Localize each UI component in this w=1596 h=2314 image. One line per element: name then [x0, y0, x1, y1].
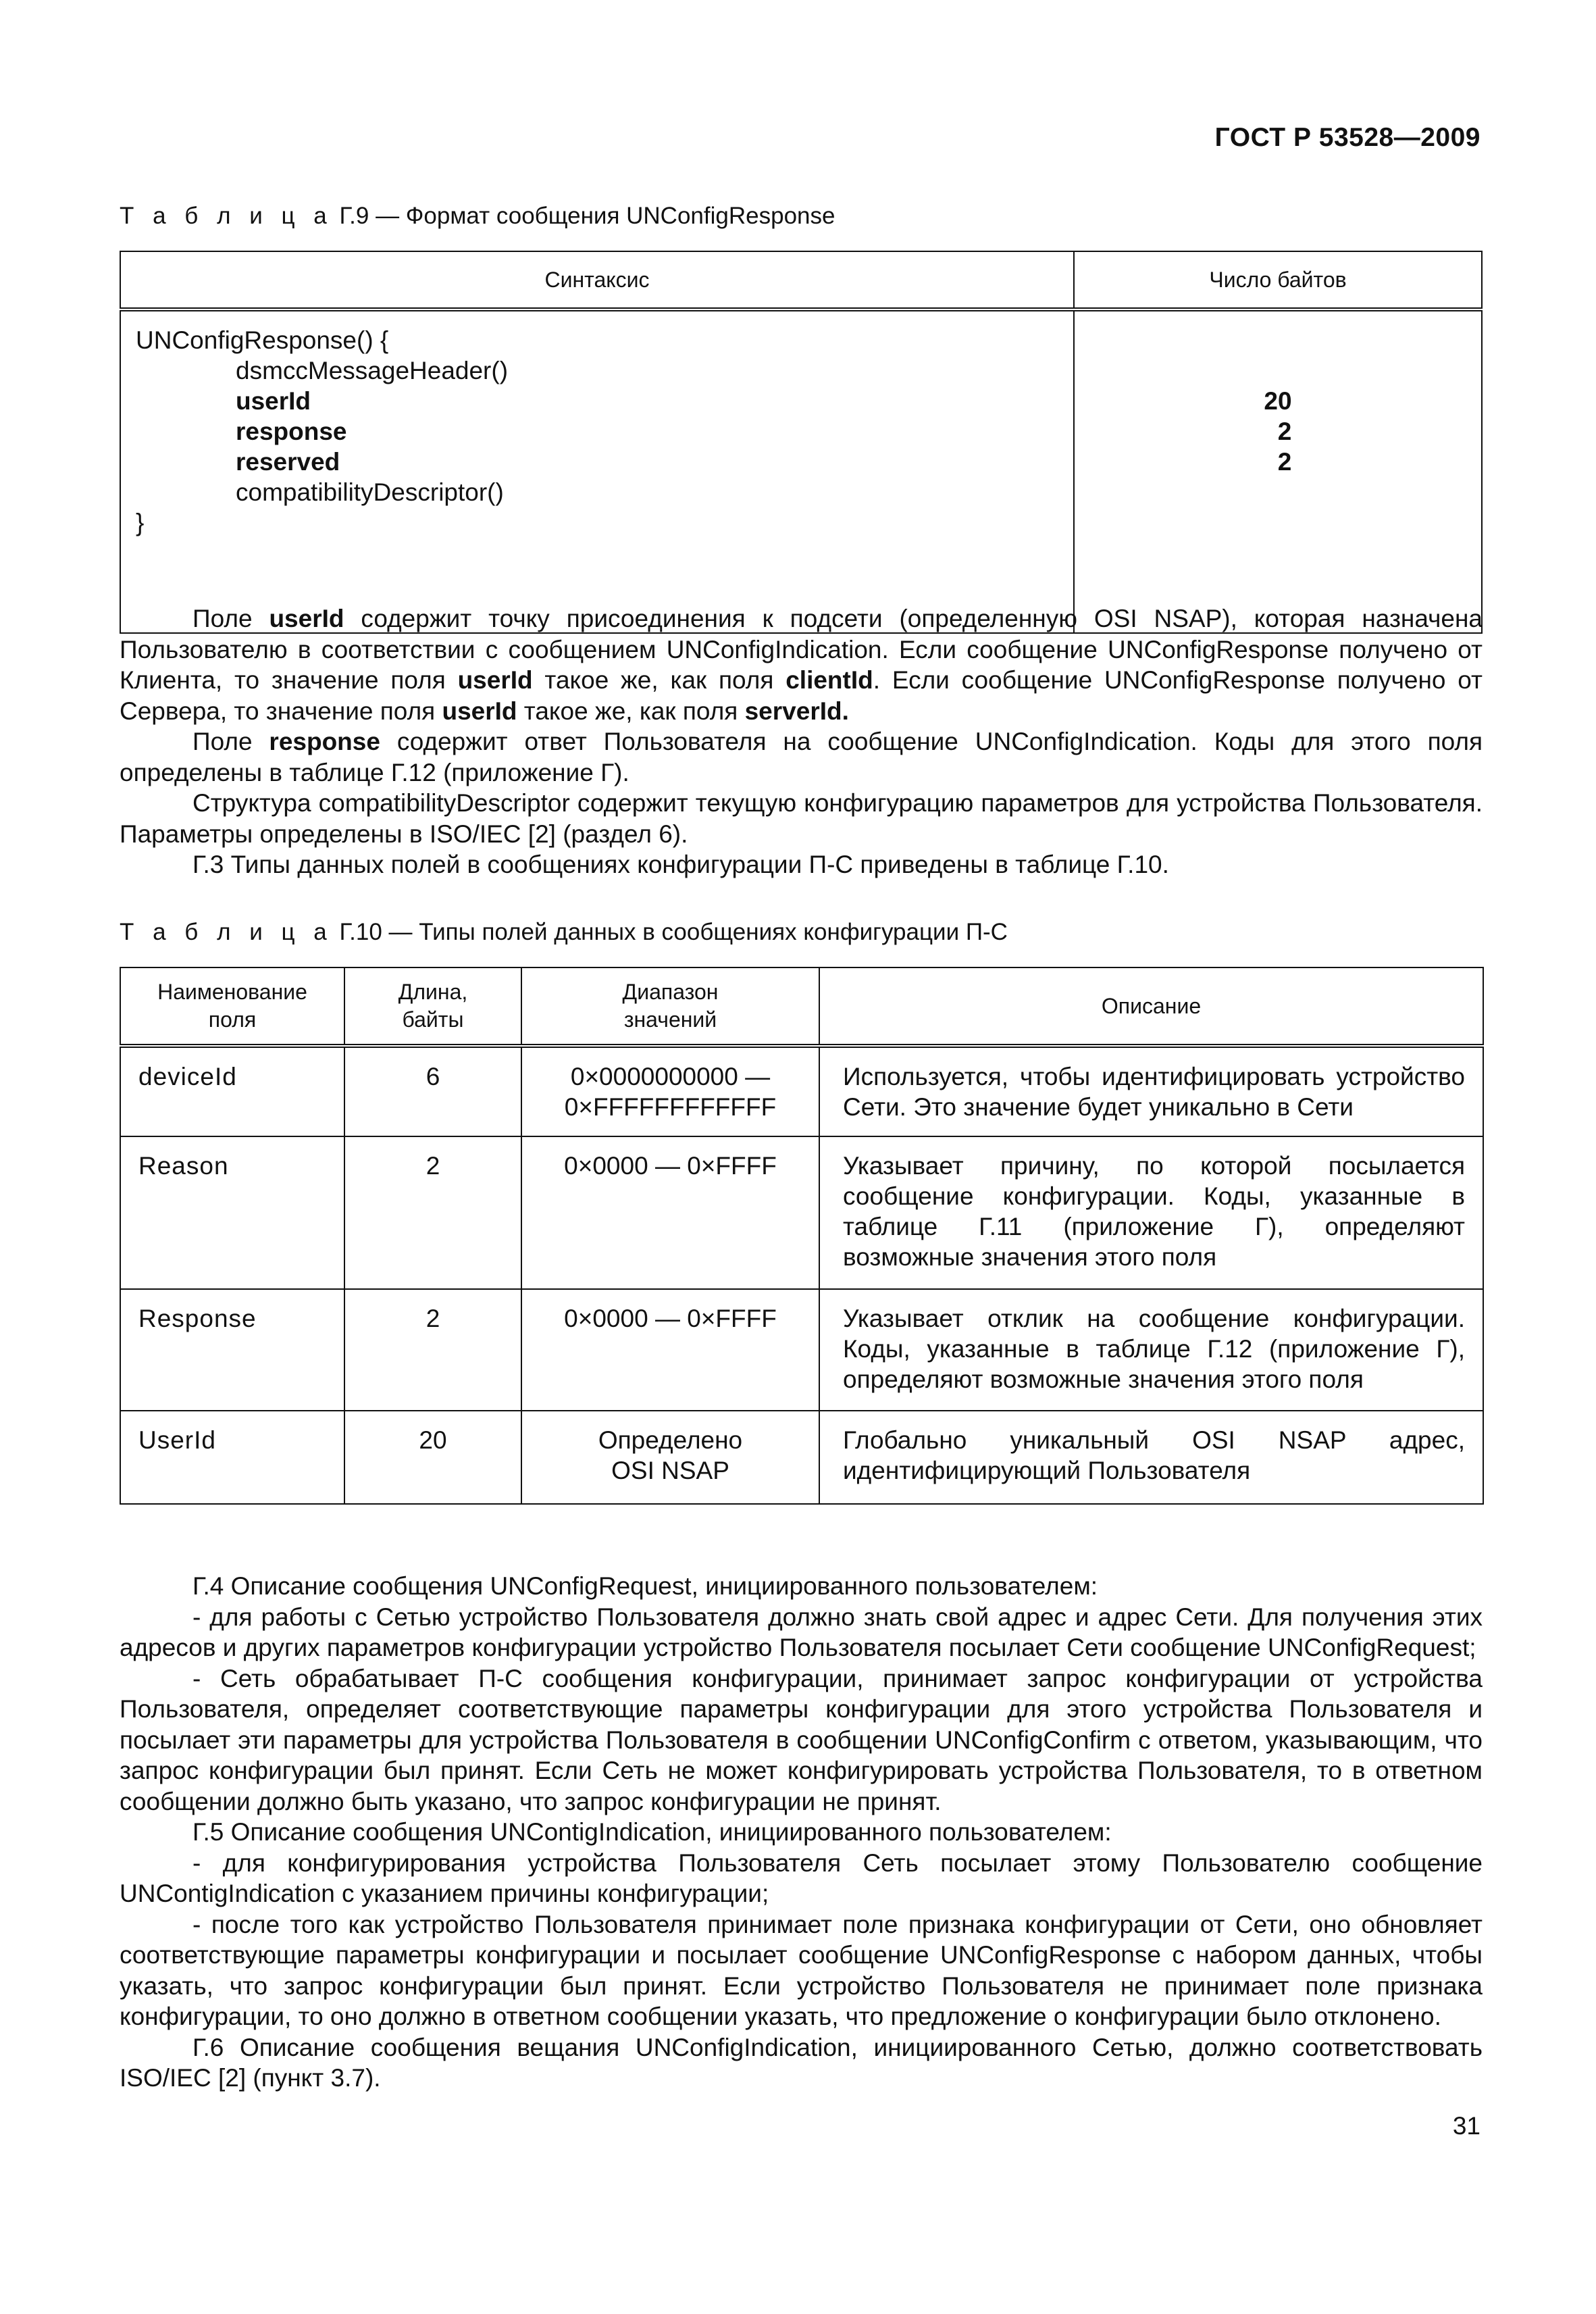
- table10-caption: [120, 919, 1008, 946]
- field-description: Глобально уникальный OSI NSAP адрес, идентифицирующий Пользователя: [819, 1411, 1483, 1504]
- paragraph: - после того как устройство Пользователя принимает поле признака конфигурации от Сети, оно обновляет соответствующие параметры конфигурации и посылает сообщение UNConfigResponse с набором данных, чтобы указать, что запрос конфигурации был принят. Если устройство Пользователя не принимает поле признака конфигурации, то оно должно в ответном сообщении указать, что предложение о конфигурации было отклонено.: [120, 1910, 1483, 2030]
- table9-bytes-cell: [1074, 309, 1482, 633]
- body-text-1: [120, 603, 1483, 880]
- field-range: 0×0000000000 — 0×FFFFFFFFFFFF: [521, 1046, 819, 1136]
- bytes-value: 20: [1264, 387, 1292, 415]
- code-line: reserved: [236, 448, 340, 476]
- paragraph: Г.6 Описание сообщения вещания UNConfigIndication, инициированного Сетью, должно соответствовать ISO/IEC [2] (пункт 3.7).: [120, 2033, 1483, 2092]
- code-line: response: [236, 418, 347, 445]
- code-line: }: [136, 509, 145, 536]
- table10-caption-text: Г.10 — Типы полей данных в сообщениях конфигурации П-С: [339, 919, 1008, 945]
- table10-caption-label: Т а б л и ц а: [120, 919, 333, 945]
- table9-header-syntax: Синтаксис: [120, 251, 1074, 309]
- paragraph: Поле response содержит ответ Пользователя на сообщение UNConfigIndication. Коды для этого поля определены в таблице Г.12 (приложение Г).: [120, 728, 1483, 786]
- table9-caption-text: Г.9 — Формат сообщения UNConfigResponse: [339, 203, 835, 229]
- table10: [120, 967, 1484, 1505]
- field-description: Указывает отклик на сообщение конфигурации. Коды, указанные в таблице Г.12 (приложение Г), определяют возможные значения этого поля: [819, 1289, 1483, 1411]
- table10-header-name: Наименование поля: [120, 967, 344, 1046]
- bytes-value: 2: [1277, 418, 1292, 445]
- paragraph: Г.4 Описание сообщения UNConfigRequest, инициированного пользователем:: [192, 1572, 1098, 1600]
- table9-syntax-cell: [120, 309, 1074, 633]
- field-range: 0×0000 — 0×FFFF: [521, 1136, 819, 1289]
- code-line: dsmccMessageHeader(): [236, 357, 509, 384]
- bytes-value: 2: [1277, 448, 1292, 476]
- table-row: [120, 1046, 1483, 1136]
- paragraph: Структура compatibilityDescriptor содержит текущую конфигурацию параметров для устройства Пользователя. Параметры определены в ISO/IEC [2] (раздел 6).: [120, 789, 1483, 848]
- field-name: Response: [120, 1289, 344, 1411]
- code-line: UNConfigResponse() {: [136, 326, 389, 354]
- table10-header-range: Диапазон значений: [521, 967, 819, 1046]
- paragraph: - Сеть обрабатывает П-С сообщения конфигурации, принимает запрос конфигурации от устройства Пользователя, определяет соответствующие параметры конфигурации для этого устройства Пользователя и посылает эти параметры для устройства Пользователя в сообщении UNConfigConfirm с ответом, указывающим, что запрос конфигурации был принят. Если Сеть не может конфигурировать устройства Пользователя, то в ответном сообщении должно быть указано, что запрос конфигурации не принят.: [120, 1664, 1483, 1815]
- table9: [120, 251, 1483, 634]
- field-name: deviceId: [120, 1046, 344, 1136]
- body-text-2: [120, 1571, 1483, 2094]
- paragraph: - для конфигурирования устройства Пользователя Сеть посылает этому Пользователю сообщение UNContigIndication с указанием причины конфигурации;: [120, 1848, 1483, 1907]
- table10-header-length: Длина, байты: [344, 967, 521, 1046]
- table9-caption-label: Т а б л и ц а: [120, 203, 333, 229]
- field-length: 20: [344, 1411, 521, 1504]
- paragraph: Г.5 Описание сообщения UNContigIndication, инициированного пользователем:: [192, 1818, 1112, 1846]
- code-line: userId: [236, 387, 311, 415]
- document-code: ГОСТ Р 53528—2009: [1214, 123, 1481, 152]
- field-range: Определено OSI NSAP: [521, 1411, 819, 1504]
- field-range: 0×0000 — 0×FFFF: [521, 1289, 819, 1411]
- field-name: UserId: [120, 1411, 344, 1504]
- paragraph: Поле userId содержит точку присоединения к подсети (определенную OSI NSAP), которая назначена Пользователю в соответствии с сообщением UNConfigIndication. Если сообщение UNConfigResponse получено от Клиента, то значение поля userId такое же, как поля clientId. Если сообщение UNConfigResponse получено от Сервера, то значение поля userId такое же, как поля serverId.: [120, 605, 1483, 725]
- field-length: 2: [344, 1289, 521, 1411]
- field-name: Reason: [120, 1136, 344, 1289]
- table9-caption: [120, 203, 835, 230]
- table-row: [120, 1289, 1483, 1411]
- field-description: Используется, чтобы идентифицировать устройство Сети. Это значение будет уникально в Сети: [819, 1046, 1483, 1136]
- field-length: 6: [344, 1046, 521, 1136]
- paragraph: - для работы с Сетью устройство Пользователя должно знать свой адрес и адрес Сети. Для получения этих адресов и других параметров конфигурации устройство Пользователя посылает Сети сообщение UNConfigRequest;: [120, 1603, 1483, 1661]
- paragraph: Г.3 Типы данных полей в сообщениях конфигурации П-С приведены в таблице Г.10.: [192, 851, 1169, 878]
- table-row: [120, 1411, 1483, 1504]
- field-length: 2: [344, 1136, 521, 1289]
- table10-header-description: Описание: [819, 967, 1483, 1046]
- code-line: compatibilityDescriptor(): [236, 478, 504, 506]
- field-description: Указывает причину, по которой посылается сообщение конфигурации. Коды, указанные в таблице Г.11 (приложение Г), определяют возможные значения этого поля: [819, 1136, 1483, 1289]
- table9-header-bytes: Число байтов: [1074, 251, 1482, 309]
- page-number: 31: [1452, 2112, 1481, 2140]
- table-row: [120, 1136, 1483, 1289]
